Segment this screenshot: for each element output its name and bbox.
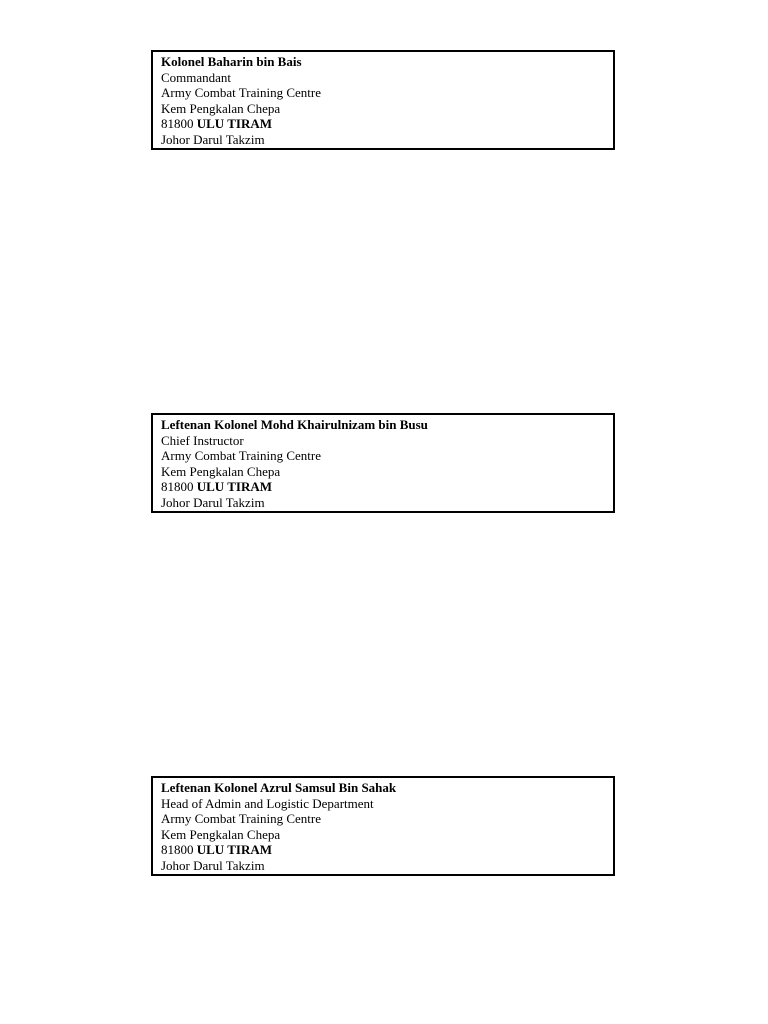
postcode-city-line (161, 842, 605, 858)
postcode-city-line (161, 116, 605, 132)
recipient-title: Head of Admin and Logistic Department (161, 795, 374, 811)
state: Johor Darul Takzim (161, 131, 265, 147)
organization: Army Combat Training Centre (161, 448, 321, 464)
address-label (151, 776, 615, 876)
street-address: Kem Pengkalan Chepa (161, 826, 281, 842)
postcode: 81800 (161, 116, 194, 132)
city: ULU TIRAM (196, 842, 272, 858)
recipient-name: Kolonel Baharin bin Bais (161, 54, 302, 69)
organization: Army Combat Training Centre (161, 811, 321, 827)
postcode-city-line (161, 479, 605, 495)
organization: Army Combat Training Centre (161, 85, 321, 101)
recipient-title: Commandant (161, 69, 232, 85)
state: Johor Darul Takzim (161, 494, 265, 510)
city: ULU TIRAM (196, 479, 272, 495)
postcode: 81800 (161, 842, 194, 858)
street-address: Kem Pengkalan Chepa (161, 100, 281, 116)
street-address: Kem Pengkalan Chepa (161, 463, 281, 479)
city: ULU TIRAM (196, 116, 272, 132)
recipient-name: Leftenan Kolonel Mohd Khairulnizam bin Busu (161, 417, 428, 432)
address-label (151, 50, 615, 150)
address-label (151, 413, 615, 513)
recipient-name: Leftenan Kolonel Azrul Samsul Bin Sahak (161, 780, 397, 795)
recipient-title: Chief Instructor (161, 432, 244, 448)
postcode: 81800 (161, 479, 194, 495)
state: Johor Darul Takzim (161, 857, 265, 873)
